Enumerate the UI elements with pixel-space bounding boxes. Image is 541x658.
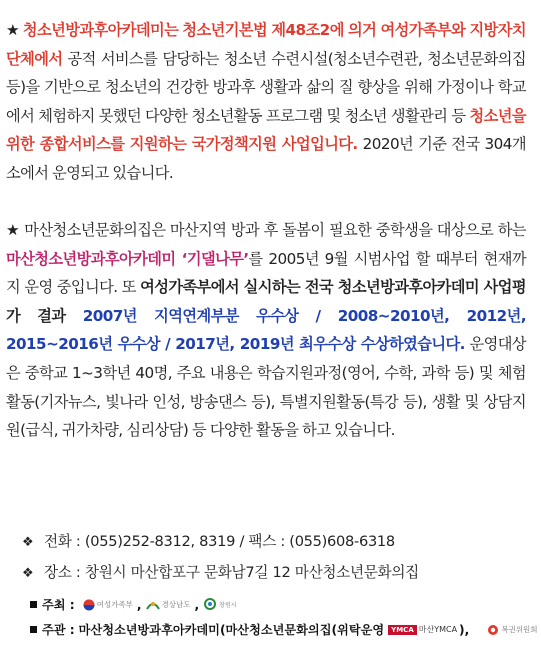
program-details: 운영대상은 중학교 1~3학년 40명, 주요 내용은 학습지원과정(영어, 수학, 과학 등) 및 체험활동(기자뉴스, 빛나라 인성, 방송댄스 등), 특별지원활동(특강 등), 생활 및 상담지원(급식, 귀가차량, 심리상담) 등 다양한 활동을 하고 있습니다. (6, 335, 526, 440)
ministry-logo: 여성가족부 (83, 599, 133, 611)
phone-line (22, 530, 395, 551)
lottery-emblem-icon (487, 624, 499, 636)
intro-highlight-policy: 청소년을 위한 종합서비스를 지원하는 국가정책지원 사업입니다. (6, 106, 526, 154)
ymca-logo: YMCA 마산YMCA (388, 624, 457, 635)
intro-status: 2020년 기준 전국 304개소에서 운영되고 있습니다. (6, 135, 526, 182)
organizer-row (30, 621, 541, 638)
organizer-close: ), (459, 622, 470, 637)
star-icon: ★ (6, 221, 20, 239)
lottery-logo: 복권위원회 (487, 624, 537, 636)
address-line (22, 561, 419, 582)
intro-text: 공적 서비스를 담당하는 청소년 수련시설(청소년수련관, 청소년문화의집 등)을 기반으로 청소년의 건강한 방과후 생활과 삶의 질 향상을 위해 가정이나 학교에서 체험하지 못했던 다양한 청소년활동 프로그램 및 청소년 생활관리 등 (6, 49, 526, 125)
phone-fax-text: 전화 : (055)252-8312, 8319 / 팩스 : (055)608-6318 (44, 533, 395, 550)
organizer-text: 마산청소년방과후아카데미(마산청소년문화의집(위탁운영 (78, 623, 385, 637)
intro-paragraph (6, 16, 526, 188)
host-row: 주최 : 여성가족부 , 경상남도 , 창원시 (30, 596, 241, 613)
diamond-bullet-icon: ❖ (22, 535, 34, 550)
changwon-emblem-icon (203, 598, 217, 612)
square-bullet-icon (30, 626, 37, 633)
gyeongnam-logo: 경상남도 (146, 599, 191, 611)
awards-text: 2007년 지역연계부분 우수상 / 2008~2010년, 2012년, 2015~2016년 우수상 / 2017년, 2019년 최우수상 수상하였습니다. (6, 306, 526, 354)
address-text: 장소 : 창원시 마산합포구 문화남7길 12 마산청소년문화의집 (44, 564, 419, 581)
history-text: 마산청소년문화의집은 마산지역 방과 후 돌봄이 필요한 중학생을 대상으로 하는 (19, 221, 526, 239)
host-label: 주최 : (42, 598, 75, 612)
diamond-bullet-icon: ❖ (22, 566, 34, 581)
program-name: 마산청소년방과후아카데미 ‘기댈나무’ (6, 249, 249, 268)
gyeongnam-emblem-icon (146, 599, 160, 611)
ministry-emblem-icon (83, 599, 95, 611)
organizer-label: 주관 : (42, 623, 75, 637)
changwon-logo: 창원시 (203, 598, 236, 612)
evaluation-text: 여성가족부에서 실시하는 전국 청소년방과후아카데미 사업평가 결과 (6, 278, 526, 325)
star-icon: ★ (6, 21, 20, 39)
history-text-2: 를 2005년 9월 시범사업 할 때부터 현재까지 운영 중입니다. 또 (6, 249, 526, 297)
square-bullet-icon (30, 601, 37, 608)
intro-highlight-law: 청소년방과후아카데미는 청소년기본법 제48조2에 의거 여성가족부와 지방자치단체에서 (6, 21, 526, 68)
history-paragraph (6, 216, 526, 445)
